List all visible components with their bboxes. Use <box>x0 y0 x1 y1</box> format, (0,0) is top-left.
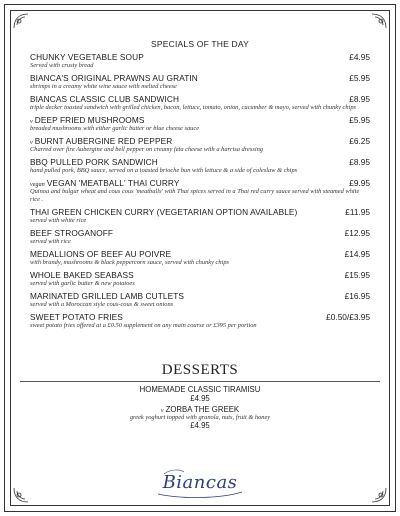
dessert-item <box>20 385 380 403</box>
menu-item-description: Charred over fire Aubergine and bell pepper on creamy feta cheese with a harrisa dressing <box>30 146 263 153</box>
menu-item-description: triple decker toasted sandwich with grilled chicken, bacon, lettuce, tomato, onion, cucumber & mayo, served with chunky chips <box>30 104 357 111</box>
biancas-logo <box>150 466 250 500</box>
menu-item <box>30 178 370 204</box>
menu-item-price: £4.95 <box>349 52 370 62</box>
menu-item-row <box>30 73 370 83</box>
menu-item-description: sweet potato fries offered at a £0.50 supplement on any main course or £395 per portion <box>30 322 257 329</box>
vegetarian-icon: v <box>160 408 164 414</box>
menu-item <box>30 270 370 288</box>
menu-item-price: £12.95 <box>344 228 370 238</box>
menu-item-price: £5.95 <box>349 73 370 83</box>
menu-item-description: served with garlic butter & new potatoes <box>30 280 135 287</box>
specials-title: SPECIALS OF THE DAY <box>151 39 249 49</box>
menu-item-name <box>30 291 184 301</box>
dessert-name-row <box>20 385 380 394</box>
menu-item-price: £9.95 <box>349 178 370 188</box>
menu-item-title: BURNT AUBERGINE RED PEPPER <box>34 136 173 146</box>
corner-ornament-icon <box>13 487 29 503</box>
menu-item-row <box>30 178 370 188</box>
menu-item-row <box>30 249 370 259</box>
menu-item-row <box>30 115 370 125</box>
menu-item-title: BIANCAS CLASSIC CLUB SANDWICH <box>30 94 180 104</box>
menu-item <box>30 73 370 91</box>
menu-item-title: BBQ PULLED PORK SANDWICH <box>30 157 158 167</box>
menu-item-row <box>30 207 370 217</box>
dessert-price: £4.95 <box>190 421 210 430</box>
vegetarian-icon: v <box>30 119 33 125</box>
menu-item-name <box>30 157 158 167</box>
menu-item <box>30 249 370 267</box>
menu-item-name <box>30 270 134 280</box>
menu-item-row <box>30 94 370 104</box>
dessert-name: ZORBA THE GREEK <box>165 405 240 414</box>
menu-item <box>30 312 370 330</box>
menu-item-title: DEEP FRIED MUSHROOMS <box>34 115 145 125</box>
menu-item-price: £15.95 <box>344 270 370 280</box>
menu-item-name <box>30 73 198 83</box>
menu-item-row <box>30 52 370 62</box>
menu-item-price: £14.95 <box>344 249 370 259</box>
specials-section <box>30 39 370 333</box>
vegan-icon: vegan <box>30 182 45 188</box>
menu-item-title: SWEET POTATO FRIES <box>30 312 123 322</box>
menu-item-name <box>30 228 113 238</box>
menu-item-title: MARINATED GRILLED LAMB CUTLETS <box>30 291 185 301</box>
menu-item-row <box>30 270 370 280</box>
menu-item-title: VEGAN 'MEATBALL' THAI CURRY <box>46 178 180 188</box>
menu-item-row <box>30 157 370 167</box>
menu-item-price: £11.95 <box>345 207 370 217</box>
menu-item-price: £8.95 <box>349 157 370 167</box>
menu-item <box>30 115 370 133</box>
desserts-title: DESSERTS <box>161 362 239 378</box>
menu-item <box>30 136 370 154</box>
menu-item-title: THAI GREEN CHICKEN CURRY (VEGETARIAN OPTION AVAILABLE) <box>30 207 298 217</box>
menu-item <box>30 291 370 309</box>
menu-item-name <box>30 136 172 146</box>
menu-item-price: £0.50/£3.95 <box>326 312 370 322</box>
menu-item-title: CHUNKY VEGETABLE SOUP <box>30 52 144 62</box>
menu-item-description: served with a Moroccan style cous-cous & sweet onions <box>30 301 174 308</box>
menu-item-row <box>30 136 370 146</box>
dessert-item <box>20 405 380 430</box>
corner-ornament-icon <box>371 13 387 29</box>
menu-item-row <box>30 228 370 238</box>
specials-list <box>30 52 370 330</box>
dessert-name: HOMEMADE CLASSIC TIRAMISU <box>139 385 261 394</box>
menu-item-price: £16.95 <box>344 291 370 301</box>
menu-item-description: served with rice <box>30 238 71 245</box>
menu-item-description: Quinoa and bulgur wheat and cous cous 'meatballs' with Thai spices served in a Thai red curry sauce served with steamed white rice . <box>30 188 360 203</box>
logo-text: Biancas <box>162 472 238 493</box>
menu-item-description: Served with crusty bread <box>30 62 94 69</box>
menu-item <box>30 228 370 246</box>
dessert-description: greek yoghurt topped with granola, nuts, fruit & honey <box>129 414 271 421</box>
menu-item-price: £5.95 <box>349 115 370 125</box>
menu-item <box>30 157 370 175</box>
menu-item <box>30 207 370 225</box>
menu-item-title: BEEF STROGANOFF <box>30 228 114 238</box>
menu-item <box>30 94 370 112</box>
desserts-list <box>20 385 380 432</box>
menu-item-description: hand pulled pork, BBQ sauce, served on a toasted brioche bun with lettuce & a side of coleslaw & chips <box>30 167 298 174</box>
corner-ornament-icon <box>371 487 387 503</box>
vegetarian-icon: v <box>30 140 33 146</box>
menu-item-name <box>30 207 297 217</box>
desserts-divider <box>20 381 380 382</box>
menu-item-description: shrimps in a creamy white wine sauce with melted cheese <box>30 83 177 90</box>
menu-item-description: served with white rice <box>30 217 87 224</box>
dessert-price: £4.95 <box>190 394 210 403</box>
menu-item-name <box>30 94 179 104</box>
dessert-name-row <box>20 405 380 414</box>
menu-item-name <box>30 249 171 259</box>
menu-item-name <box>30 52 144 62</box>
corner-ornament-icon <box>13 13 29 29</box>
menu-item-name <box>30 312 123 322</box>
menu-item-description: breaded mushrooms with either garlic butter or blue cheese sauce <box>30 125 200 132</box>
menu-item <box>30 52 370 70</box>
menu-item-title: BIANCA'S ORIGINAL PRAWNS AU GRATIN <box>30 73 198 83</box>
menu-item-name <box>30 178 180 188</box>
menu-item-price: £6.25 <box>349 136 370 146</box>
menu-item-row <box>30 312 370 322</box>
menu-item-name <box>30 115 144 125</box>
menu-item-price: £8.95 <box>349 94 370 104</box>
menu-item-title: WHOLE BAKED SEABASS <box>30 270 134 280</box>
menu-item-description: with brandy, mushrooms & black peppercorn sauce, served with chunky chips <box>30 259 230 266</box>
menu-item-title: MEDALLIONS OF BEEF AU POIVRE <box>30 249 172 259</box>
menu-item-row <box>30 291 370 301</box>
